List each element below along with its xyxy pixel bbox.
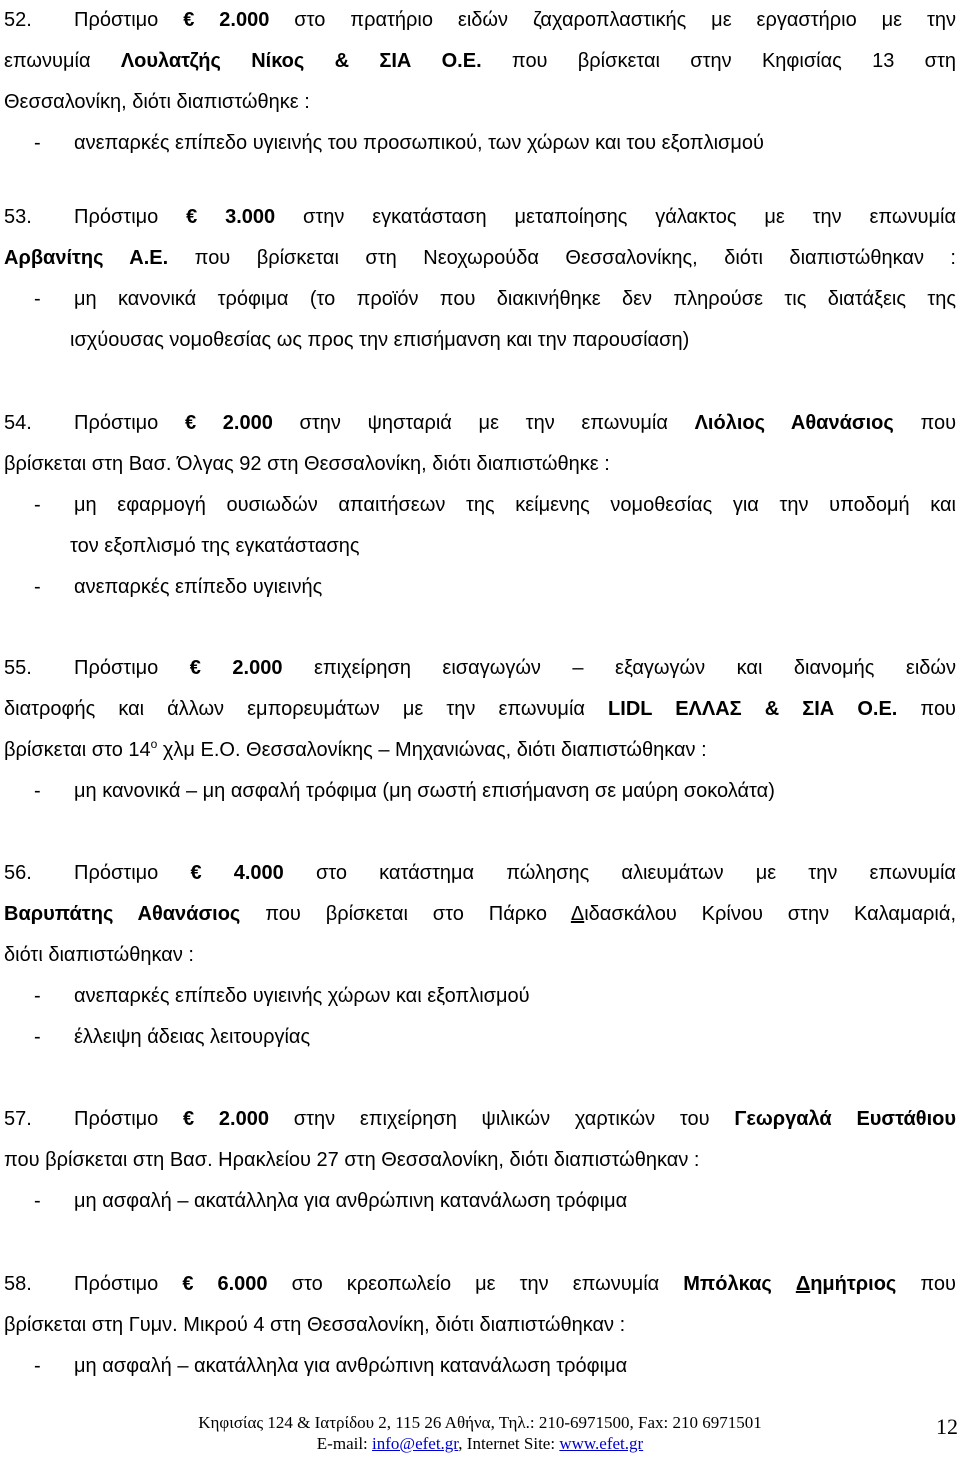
- violation-text: ανεπαρκές επίπεδο υγιεινής: [74, 576, 323, 598]
- underlined-letter: Δ: [795, 1273, 811, 1295]
- list-item: [4, 485, 956, 526]
- entry-text: χλμ Ε.Ο. Θεσσαλονίκης – Μηχανιώνας, διότι διαπιστώθηκαν :: [162, 739, 707, 761]
- entry-text: στο κατάστημα πώλησης αλιευμάτων με την επωνυμία: [315, 862, 956, 884]
- entry-55: [4, 648, 956, 812]
- dash-bullet: -: [34, 1190, 41, 1212]
- superscript-ordinal: ο: [150, 737, 158, 751]
- page-number: 12: [936, 1414, 958, 1439]
- entry-line: [4, 1140, 956, 1181]
- dash-bullet: -: [34, 985, 41, 1007]
- dash-bullet: -: [34, 576, 41, 598]
- fine-label: Πρόστιμο: [74, 1108, 159, 1130]
- list-item: [4, 567, 956, 608]
- entry-53: [4, 197, 956, 361]
- entry-number: 54.: [4, 412, 32, 434]
- entry-number: 52.: [4, 9, 32, 31]
- business-name: Αρβανίτης Α.Ε.: [4, 247, 169, 269]
- entry-line: [4, 894, 956, 935]
- list-item: [4, 1181, 956, 1222]
- entry-text: βρίσκεται στη Γυμν. Μικρού 4 στη Θεσσαλονίκη, διότι διαπιστώθηκαν :: [4, 1314, 626, 1336]
- site-label: , Internet Site:: [458, 1434, 560, 1453]
- entry-line: [4, 444, 956, 485]
- entry-text: διατροφής και άλλων εμπορευμάτων με την επωνυμία: [4, 698, 585, 720]
- entry-text: στην επιχείρηση ψιλικών χαρτικών του: [293, 1108, 710, 1130]
- list-item: [4, 123, 956, 164]
- fine-label: Πρόστιμο: [74, 412, 159, 434]
- dash-bullet: -: [34, 1026, 41, 1048]
- entry-text: βρίσκεται στη Βασ. Όλγας 92 στη Θεσσαλονίκη, διότι διαπιστώθηκε :: [4, 453, 610, 475]
- entry-line: [4, 689, 956, 730]
- fine-amount: 2.000: [222, 412, 273, 434]
- entry-text: στην ψησταριά με την επωνυμία: [299, 412, 668, 434]
- entry-line: [4, 648, 956, 689]
- entry-text: που: [920, 698, 956, 720]
- dash-bullet: -: [34, 132, 41, 154]
- entry-number: 57.: [4, 1108, 32, 1130]
- list-item: [4, 1346, 956, 1387]
- entry-text: στην εγκατάσταση μεταποίησης γάλακτος με την επωνυμία: [303, 206, 957, 228]
- fine-label: Πρόστιμο: [74, 1273, 159, 1295]
- list-item-continuation: [4, 320, 956, 361]
- email-label: E-mail:: [316, 1434, 373, 1453]
- entry-text: στο πρατήριο ειδών ζαχαροπλαστικής με εργαστήριο με την: [294, 9, 957, 31]
- violation-text: έλλειψη άδειας λειτουργίας: [74, 1026, 311, 1048]
- entry-text: ιδασκάλου Κρίνου στην Καλαμαριά,: [584, 903, 956, 925]
- business-name: Μπόλκας: [683, 1273, 772, 1295]
- entry-text: στο κρεοπωλείο με την επωνυμία: [291, 1273, 660, 1295]
- entry-54: [4, 403, 956, 608]
- euro-icon: €: [183, 1108, 195, 1130]
- list-item: [4, 279, 956, 320]
- fine-amount: 2.000: [219, 9, 270, 31]
- business-name: ημήτριος: [810, 1273, 897, 1295]
- entry-line: [4, 82, 956, 123]
- euro-icon: €: [189, 657, 201, 679]
- violation-text: μη εφαρμογή ουσιωδών απαιτήσεων της κείμενης νομοθεσίας για την υποδομή και: [74, 494, 956, 516]
- business-name: Λουλατζής Νίκος & ΣΙΑ Ο.Ε.: [120, 50, 482, 72]
- list-item: [4, 771, 956, 812]
- euro-icon: €: [184, 412, 197, 434]
- fine-label: Πρόστιμο: [74, 9, 159, 31]
- euro-icon: €: [186, 206, 198, 228]
- entry-text: που βρίσκεται στη Βασ. Ηρακλείου 27 στη Θεσσαλονίκη, διότι διαπιστώθηκαν :: [4, 1149, 700, 1171]
- list-item-continuation: [4, 526, 956, 567]
- fine-amount: 3.000: [225, 206, 276, 228]
- website-link[interactable]: www.efet.gr: [559, 1434, 644, 1453]
- violation-text: ισχύουσας νομοθεσίας ως προς την επισήμανση και την παρουσίαση): [70, 329, 690, 351]
- entry-text: Θεσσαλονίκη, διότι διαπιστώθηκε :: [4, 91, 310, 113]
- violation-text: μη κανονικά – μη ασφαλή τρόφιμα (μη σωστή επισήμανση σε μαύρη σοκολάτα): [74, 780, 775, 802]
- business-name: Βαρυπάτης Αθανάσιος: [4, 903, 241, 925]
- entry-text: που: [920, 1273, 956, 1295]
- violation-text: μη κανονικά τρόφιμα (το προϊόν που διακινήθηκε δεν πληρούσε τις διατάξεις της: [74, 288, 956, 310]
- entry-text: που βρίσκεται στη Νεοχωρούδα Θεσσαλονίκης, διότι διαπιστώθηκαν :: [194, 247, 956, 269]
- entry-line: [4, 1264, 956, 1305]
- entry-number: 53.: [4, 206, 32, 228]
- fine-amount: 2.000: [232, 657, 283, 679]
- entry-line: [4, 0, 956, 41]
- entry-52: [4, 0, 956, 164]
- entry-line: [4, 853, 956, 894]
- entry-line: [4, 403, 956, 444]
- entry-58: [4, 1264, 956, 1387]
- underlined-letter: Δ: [570, 903, 585, 925]
- entry-text: διότι διαπιστώθηκαν :: [4, 944, 194, 966]
- entry-number: 55.: [4, 657, 32, 679]
- entry-number: 56.: [4, 862, 32, 884]
- violation-text: μη ασφαλή – ακατάλληλα για ανθρώπινη κατανάλωση τρόφιμα: [74, 1355, 628, 1377]
- fine-label: Πρόστιμο: [74, 657, 159, 679]
- entry-line: [4, 730, 956, 771]
- entry-text: βρίσκεται στο 14: [4, 739, 151, 761]
- entry-text: επιχείρηση εισαγωγών – εξαγωγών και διανομής ειδών: [313, 657, 957, 679]
- entry-56: [4, 853, 956, 1058]
- violation-text: ανεπαρκές επίπεδο υγιεινής του προσωπικού, των χώρων και του εξοπλισμού: [74, 132, 764, 154]
- list-item: [4, 976, 956, 1017]
- page-footer: [0, 1412, 960, 1454]
- email-link[interactable]: info@efet.gr: [372, 1434, 459, 1453]
- business-name: LIDL ΕΛΛΑΣ & ΣΙΑ Ο.Ε.: [608, 698, 898, 720]
- entry-line: [4, 1305, 956, 1346]
- entry-text: που: [920, 412, 957, 434]
- dash-bullet: -: [34, 780, 41, 802]
- euro-icon: €: [183, 9, 195, 31]
- entry-line: [4, 1099, 956, 1140]
- fine-label: Πρόστιμο: [74, 206, 159, 228]
- business-name: Γεωργαλά Ευστάθιου: [734, 1108, 956, 1130]
- footer-contact: [0, 1433, 960, 1454]
- list-item: [4, 1017, 956, 1058]
- entry-number: 58.: [4, 1273, 32, 1295]
- entry-line: [4, 238, 956, 279]
- euro-icon: €: [190, 862, 202, 884]
- entry-line: [4, 935, 956, 976]
- entry-57: [4, 1099, 956, 1222]
- dash-bullet: -: [34, 288, 41, 310]
- violation-text: μη ασφαλή – ακατάλληλα για ανθρώπινη κατανάλωση τρόφιμα: [74, 1190, 628, 1212]
- entry-text: που βρίσκεται στην Κηφισίας 13 στη: [511, 50, 956, 72]
- entry-text: που βρίσκεται στο Πάρκο: [265, 903, 548, 925]
- entry-line: [4, 41, 956, 82]
- footer-address: Κηφισίας 124 & Ιατρίδου 2, 115 26 Αθήνα, Τηλ.: 210-6971500, Fax: 210 6971501: [198, 1413, 762, 1432]
- fine-label: Πρόστιμο: [74, 862, 159, 884]
- dash-bullet: -: [34, 1355, 41, 1377]
- dash-bullet: -: [34, 494, 41, 516]
- fine-amount: 6.000: [217, 1273, 268, 1295]
- fine-amount: 2.000: [218, 1108, 269, 1130]
- business-name: Λιόλιος Αθανάσιος: [694, 412, 894, 434]
- entry-line: [4, 197, 956, 238]
- violation-text: τον εξοπλισμό της εγκατάστασης: [70, 535, 360, 557]
- violation-text: ανεπαρκές επίπεδο υγιεινής χώρων και εξοπλισμού: [74, 985, 530, 1007]
- euro-icon: €: [182, 1273, 194, 1295]
- fine-amount: 4.000: [233, 862, 284, 884]
- entry-text: επωνυμία: [4, 50, 91, 72]
